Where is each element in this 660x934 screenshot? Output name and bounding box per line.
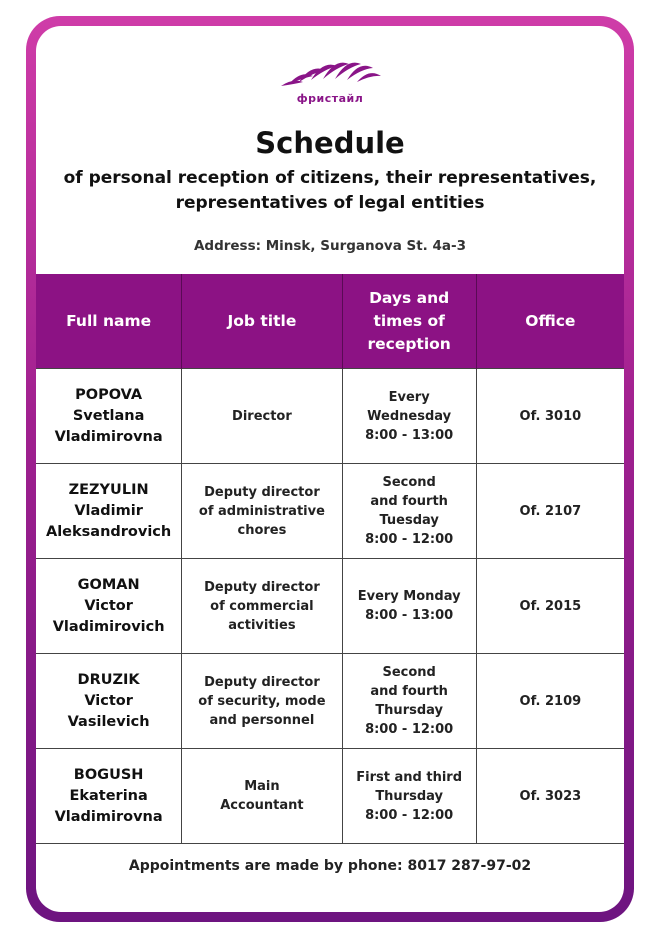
cell-reception-time-line: Second [382, 475, 436, 490]
cell-job-title [182, 369, 342, 464]
cell-reception-time-line: Every [388, 389, 430, 405]
cell-reception-time-line: Second [382, 665, 436, 680]
cell-full-name [36, 749, 182, 844]
cell-reception-time-line: Thursday [375, 788, 443, 804]
cell-full-name-line: Vladimirovich [52, 618, 165, 635]
cell-reception-time [342, 654, 476, 749]
table-header-row [36, 274, 624, 369]
cell-full-name [36, 559, 182, 654]
cell-reception-time [342, 369, 476, 464]
cell-full-name [36, 464, 182, 559]
cell-reception-time-line: and fourth [370, 684, 448, 699]
cell-reception-time-line: Thursday [375, 703, 443, 718]
page-frame [26, 16, 634, 922]
cell-reception-time [342, 464, 476, 559]
page-subtitle [36, 166, 624, 216]
cell-full-name-line: BOGUSH [73, 766, 144, 783]
cell-job-title [182, 464, 342, 559]
cell-office: Of. 2015 [476, 559, 624, 654]
header-full-name: Full name [36, 274, 182, 369]
cell-job-title-line: of administrative [198, 503, 325, 519]
cell-job-title-line: Accountant [220, 798, 304, 813]
cell-reception-time-line: Every Monday [357, 589, 461, 604]
cell-job-title [182, 559, 342, 654]
cell-full-name-line: Vasilevich [67, 713, 150, 730]
cell-full-name-line: ZEZYULIN [68, 481, 149, 498]
table-row [36, 464, 624, 559]
cell-job-title-line: Deputy director [204, 484, 320, 500]
cell-full-name [36, 654, 182, 749]
cell-job-title-line: Director [232, 408, 292, 424]
cell-full-name-line: Aleksandrovich [45, 523, 172, 540]
cell-reception-time-line: Tuesday [379, 513, 439, 528]
cell-reception-time-line: First and third [356, 769, 463, 785]
cell-reception-time [342, 749, 476, 844]
table-row [36, 369, 624, 464]
cell-reception-time-line: 8:00 - 13:00 [365, 608, 454, 623]
header-reception-times-label: Days and times of reception [367, 288, 451, 353]
cell-job-title [182, 749, 342, 844]
cell-full-name-line: Vladimirovna [54, 808, 163, 825]
header-reception-times [342, 274, 476, 369]
cell-office: Of. 2109 [476, 654, 624, 749]
header-job-title: Job title [182, 274, 342, 369]
page-content [36, 26, 624, 912]
cell-reception-time-line: 8:00 - 12:00 [365, 807, 454, 823]
cell-full-name [36, 369, 182, 464]
cell-reception-time-line: 8:00 - 13:00 [365, 427, 454, 443]
company-logo [36, 54, 624, 105]
schedule-table [36, 274, 624, 844]
cell-office: Of. 2107 [476, 464, 624, 559]
cell-full-name-line: DRUZIK [77, 671, 140, 688]
address: Address: Minsk, Surganova St. 4a-3 [193, 238, 467, 254]
cell-job-title-line: chores [237, 522, 287, 538]
header-office: Office [476, 274, 624, 369]
cell-reception-time-line: Wednesday [367, 408, 452, 424]
table-row [36, 559, 624, 654]
cell-job-title-line: of security, mode [198, 693, 326, 709]
cell-reception-time-line: 8:00 - 12:00 [365, 722, 454, 737]
cell-full-name-line: Svetlana [72, 407, 145, 424]
cell-job-title-line: of commercial [210, 598, 314, 614]
subtitle-line-2: representatives of legal entities [175, 193, 485, 213]
cell-job-title [182, 654, 342, 749]
appointment-phone-note: Appointments are made by phone: 8017 287-97-02 [128, 858, 532, 874]
cell-job-title-line: Deputy director [204, 674, 320, 690]
cell-full-name-line: POPOVA [75, 386, 143, 403]
cell-job-title-line: activities [228, 617, 296, 633]
table-row [36, 749, 624, 844]
cell-office: Of. 3010 [476, 369, 624, 464]
cell-full-name-line: GOMAN [77, 576, 140, 593]
cell-reception-time [342, 559, 476, 654]
cell-job-title-line: and personnel [209, 712, 315, 728]
table-row [36, 654, 624, 749]
cell-job-title-line: Main [244, 779, 280, 794]
cell-full-name-line: Victor [84, 597, 133, 614]
cell-full-name-line: Victor [84, 692, 133, 709]
cell-reception-time-line: 8:00 - 12:00 [365, 532, 454, 547]
cell-reception-time-line: and fourth [370, 494, 448, 509]
cell-full-name-line: Ekaterina [69, 787, 148, 804]
logo-swirl-icon [275, 54, 385, 94]
page-title: Schedule [255, 126, 405, 160]
logo-text: фристайл [296, 92, 364, 105]
cell-full-name-line: Vladimir [74, 502, 143, 519]
cell-office: Of. 3023 [476, 749, 624, 844]
cell-job-title-line: Deputy director [204, 579, 320, 595]
cell-full-name-line: Vladimirovna [54, 428, 163, 445]
subtitle-line-1: of personal reception of citizens, their representatives, [63, 168, 597, 188]
